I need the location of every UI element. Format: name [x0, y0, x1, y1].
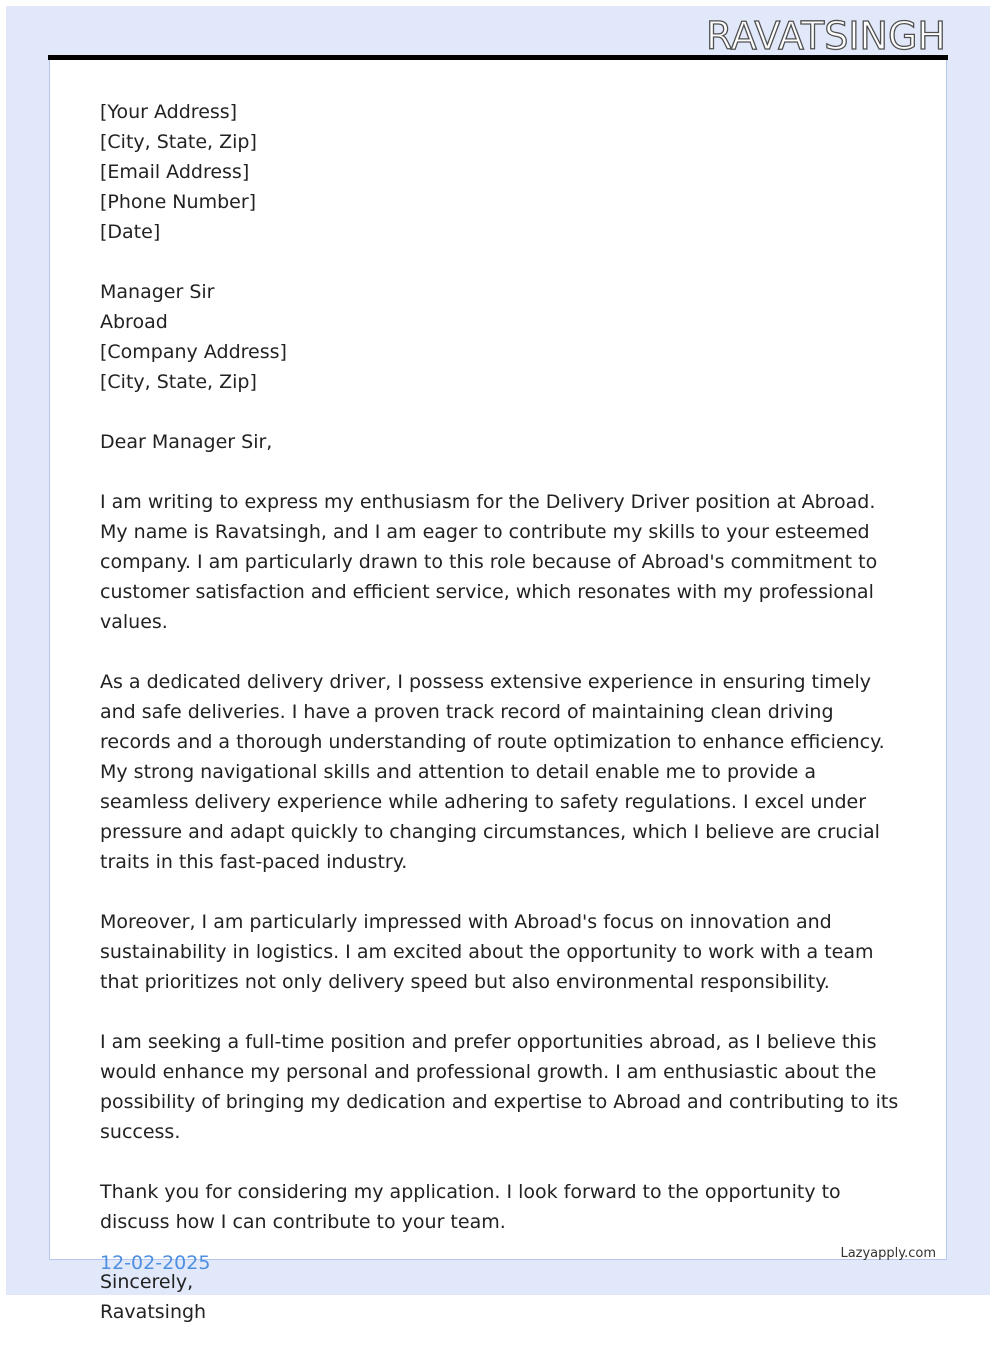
closing: Sincerely,: [100, 1271, 194, 1293]
brand-logo-text: RAVATSINGH: [705, 14, 946, 58]
salutation: Dear Manager Sir,: [100, 431, 273, 453]
recipient-company: Abroad: [100, 311, 168, 333]
body-paragraph-3: Moreover, I am particularly impressed with Abroad's focus on innovation and sustainability in logistics. I am excited about the opportunity to work with a team that prioritizes not only delivery speed but also environmental responsibility.: [100, 911, 874, 993]
body-paragraph-5: Thank you for considering my application. I look forward to the opportunity to discuss how I can contribute to your team.: [100, 1181, 841, 1233]
recipient-city-state-zip: [City, State, Zip]: [100, 371, 257, 393]
sender-block: [100, 97, 900, 247]
body-paragraph-1: I am writing to express my enthusiasm for the Delivery Driver position at Abroad. My name is Ravatsingh, and I am eager to contribute my skills to your esteemed company. I am particularly drawn to this role because of Abroad's commitment to customer satisfaction and efficient service, which resonates with my professional values.: [100, 491, 878, 633]
cover-letter: [100, 97, 900, 1357]
signature: Ravatsingh: [100, 1301, 207, 1323]
sender-email: [Email Address]: [100, 161, 250, 183]
sender-date: [Date]: [100, 221, 161, 243]
sender-address: [Your Address]: [100, 101, 238, 123]
sender-phone: [Phone Number]: [100, 191, 257, 213]
body-paragraph-4: I am seeking a full-time position and prefer opportunities abroad, as I believe this would enhance my personal and professional growth. I am enthusiastic about the possibility of bringing my dedication and expertise to Abroad and contributing to its success.: [100, 1031, 899, 1143]
recipient-name: Manager Sir: [100, 281, 215, 303]
footer-date: 12-02-2025: [100, 1252, 211, 1274]
closing-block: [100, 1267, 900, 1327]
recipient-block: [100, 277, 900, 397]
footer-brand-link[interactable]: Lazyapply.com: [840, 1246, 936, 1261]
recipient-address: [Company Address]: [100, 341, 287, 363]
sender-city-state-zip: [City, State, Zip]: [100, 131, 257, 153]
body-paragraph-2: As a dedicated delivery driver, I possess extensive experience in ensuring timely and safe deliveries. I have a proven track record of maintaining clean driving records and a thorough understanding of route optimization to enhance efficiency. My strong navigational skills and attention to detail enable me to provide a seamless delivery experience while adhering to safety regulations. I excel under pressure and adapt quickly to changing circumstances, which I believe are crucial traits in this fast-paced industry.: [100, 671, 885, 873]
